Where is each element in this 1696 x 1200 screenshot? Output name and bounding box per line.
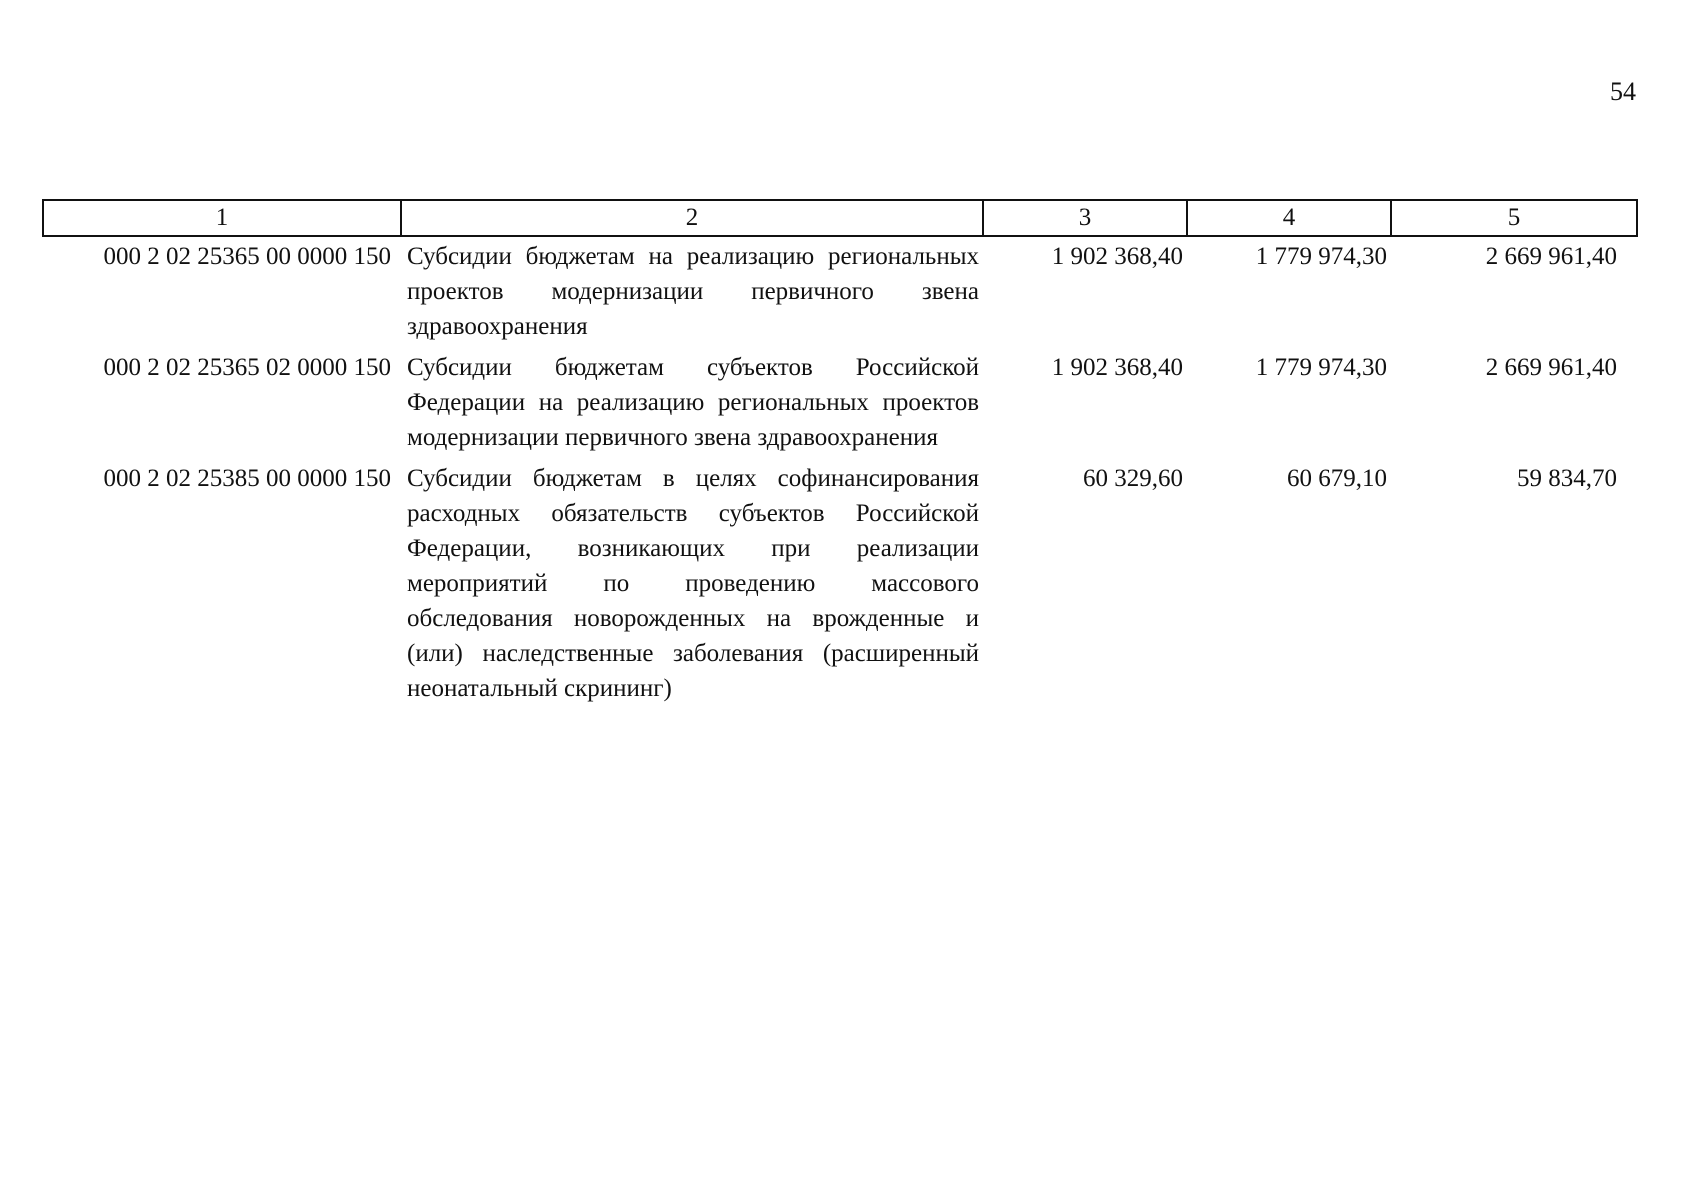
amount-col4: 1 779 974,30 xyxy=(1255,243,1387,270)
table-row xyxy=(43,236,1637,344)
table-body xyxy=(43,236,1637,706)
budget-code: 000 2 02 25365 00 0000 150 xyxy=(103,243,391,270)
amount-col3: 60 329,60 xyxy=(1083,465,1183,492)
column-header-2: 2 xyxy=(401,200,983,236)
budget-code: 000 2 02 25385 00 0000 150 xyxy=(103,465,391,492)
budget-table xyxy=(42,199,1638,706)
column-header-1: 1 xyxy=(43,200,401,236)
table-row xyxy=(43,455,1637,706)
budget-code: 000 2 02 25365 02 0000 150 xyxy=(103,354,391,381)
header-row xyxy=(43,200,1637,236)
item-name: Субсидии бюджетам субъектов Российской Федерации на реализацию региональных проектов модернизации первичного звена здравоохранения xyxy=(407,354,979,451)
amount-col3: 1 902 368,40 xyxy=(1051,243,1183,270)
amount-col5: 59 834,70 xyxy=(1517,465,1617,492)
amount-col3: 1 902 368,40 xyxy=(1051,354,1183,381)
item-name: Субсидии бюджетам на реализацию региональных проектов модернизации первичного звена здравоохранения xyxy=(407,243,979,340)
amount-col5: 2 669 961,40 xyxy=(1485,354,1617,381)
page-number: 54 xyxy=(1610,77,1636,106)
amount-col5: 2 669 961,40 xyxy=(1485,243,1617,270)
table-row xyxy=(43,344,1637,455)
column-header-3: 3 xyxy=(983,200,1187,236)
table-header xyxy=(43,200,1637,236)
column-header-4: 4 xyxy=(1187,200,1391,236)
amount-col4: 1 779 974,30 xyxy=(1255,354,1387,381)
item-name: Субсидии бюджетам в целях софинансирования расходных обязательств субъектов Российской Федерации, возникающих при реализации мероприятий по проведению массового обследования новорожденных на врожденные и (или) наследственные заболевания (расширенный неонатальный скрининг) xyxy=(407,465,979,702)
column-header-5: 5 xyxy=(1391,200,1637,236)
amount-col4: 60 679,10 xyxy=(1287,465,1387,492)
